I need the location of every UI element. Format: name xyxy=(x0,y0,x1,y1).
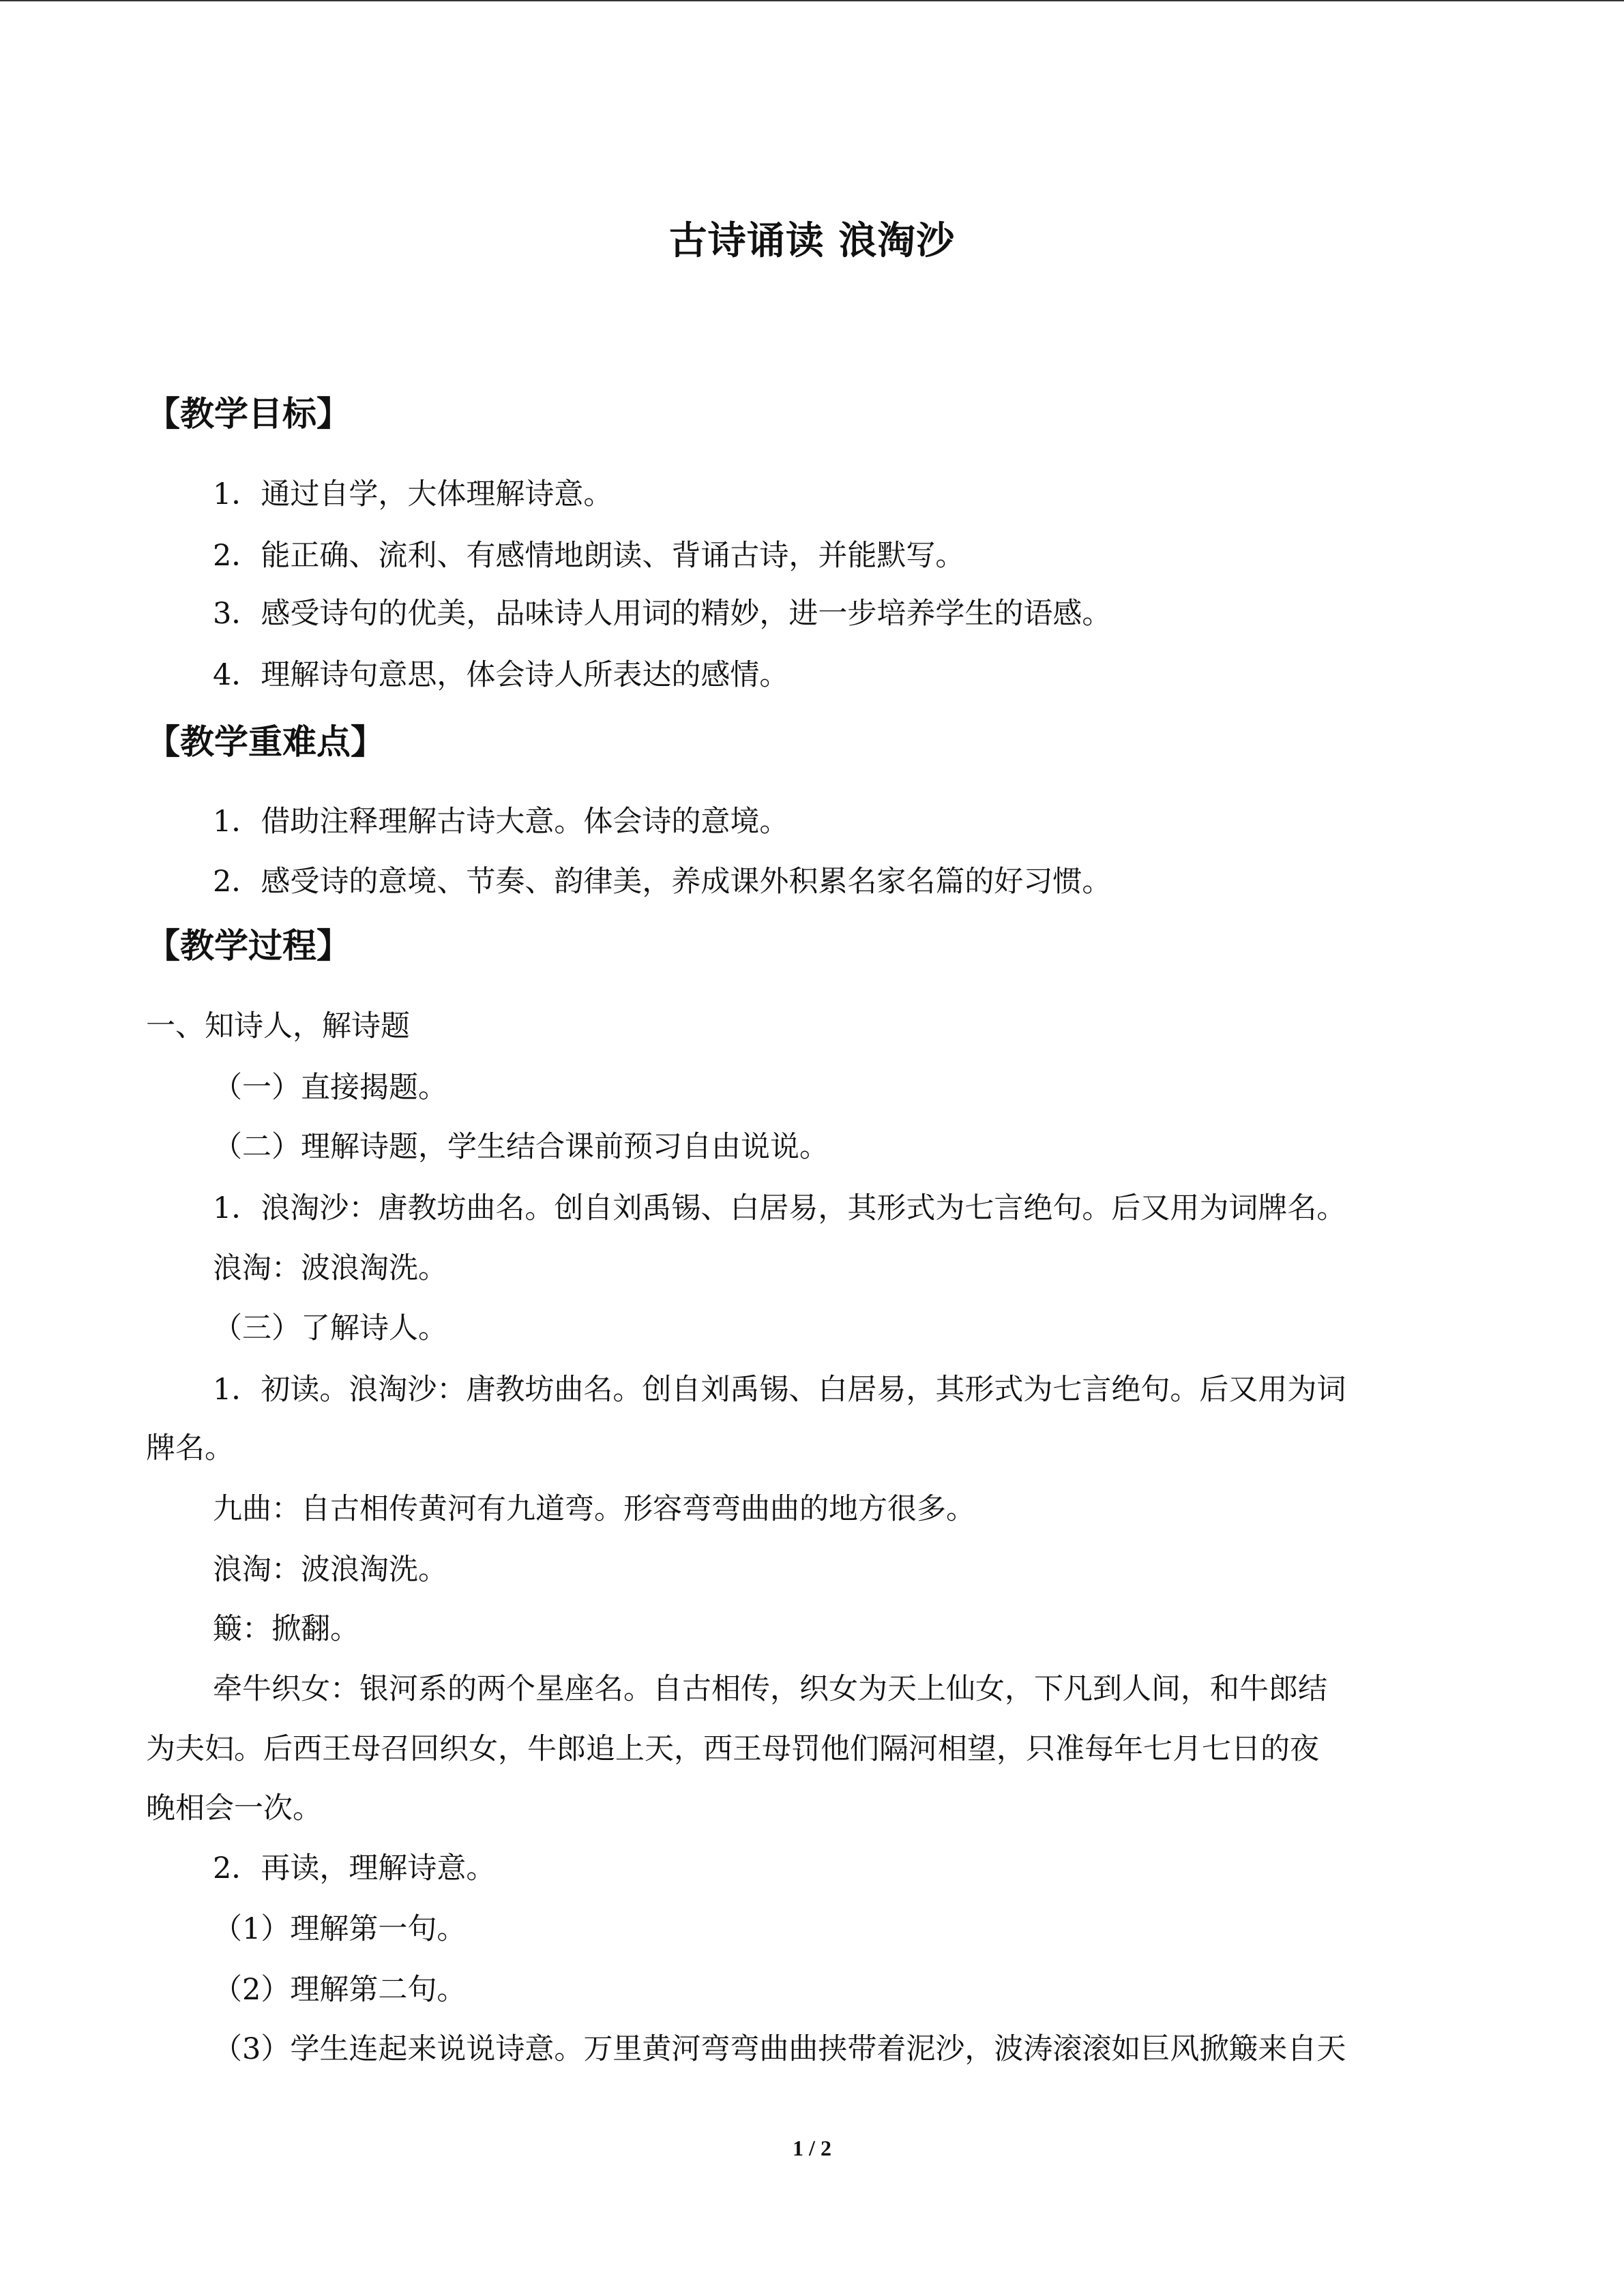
goal-item: 4．理解诗句意思，体会诗人所表达的感情。 xyxy=(213,658,789,692)
process-line: （三）了解诗人。 xyxy=(213,1311,447,1345)
process-line: （3）学生连起来说说诗意。万里黄河弯弯曲曲挟带着泥沙，波涛滚滚如巨风掀簸来自天 xyxy=(213,2032,1346,2066)
page-top-border xyxy=(0,0,1624,1)
section-heading-key-points: 【教学重难点】 xyxy=(146,722,385,762)
process-line: 1．浪淘沙：唐教坊曲名。创自刘禹锡、白居易，其形式为七言绝句。后又用为词牌名。 xyxy=(213,1191,1346,1225)
section-heading-process: 【教学过程】 xyxy=(146,926,351,966)
process-line: 浪淘：波浪淘洗。 xyxy=(213,1251,447,1285)
key-point-item: 2．感受诗的意境、节奏、韵律美，养成课外积累名家名篇的好习惯。 xyxy=(213,865,1112,899)
process-line: 晚相会一次。 xyxy=(146,1791,322,1825)
process-line: 牌名。 xyxy=(146,1431,234,1465)
process-line: 浪淘：波浪淘洗。 xyxy=(213,1553,447,1587)
document-title: 古诗诵读 浪淘沙 xyxy=(668,219,956,263)
goal-item: 1．通过自学，大体理解诗意。 xyxy=(213,477,613,511)
process-line: 牵牛织女：银河系的两个星座名。自古相传，织女为天上仙女，下凡到人间，和牛郎结 xyxy=(213,1672,1327,1706)
section-heading-goals: 【教学目标】 xyxy=(146,394,351,434)
page-number: 1 / 2 xyxy=(793,2136,831,2160)
process-line: （2）理解第二句。 xyxy=(213,1973,467,2007)
process-line: 一、知诗人，解诗题 xyxy=(146,1009,410,1043)
goal-item: 3．感受诗句的优美，品味诗人用词的精妙，进一步培养学生的语感。 xyxy=(213,597,1112,631)
process-line: 九曲：自古相传黄河有九道弯。形容弯弯曲曲的地方很多。 xyxy=(213,1492,975,1526)
process-line: （一）直接揭题。 xyxy=(213,1071,447,1105)
process-line: 为夫妇。后西王母召回织女，牛郎追上天，西王母罚他们隔河相望，只准每年七月七日的夜 xyxy=(146,1732,1319,1766)
goal-item: 2．能正确、流利、有感情地朗读、背诵古诗，并能默写。 xyxy=(213,539,965,573)
process-line: 1．初读。浪淘沙：唐教坊曲名。创自刘禹锡、白居易，其形式为七言绝句。后又用为词 xyxy=(213,1373,1346,1407)
key-point-item: 1．借助注释理解古诗大意。体会诗的意境。 xyxy=(213,805,789,839)
process-line: 2．再读，理解诗意。 xyxy=(213,1851,496,1885)
process-line: （1）理解第一句。 xyxy=(213,1912,467,1946)
process-line: （二）理解诗题，学生结合课前预习自由说说。 xyxy=(213,1130,829,1164)
process-line: 簸：掀翻。 xyxy=(213,1612,359,1646)
